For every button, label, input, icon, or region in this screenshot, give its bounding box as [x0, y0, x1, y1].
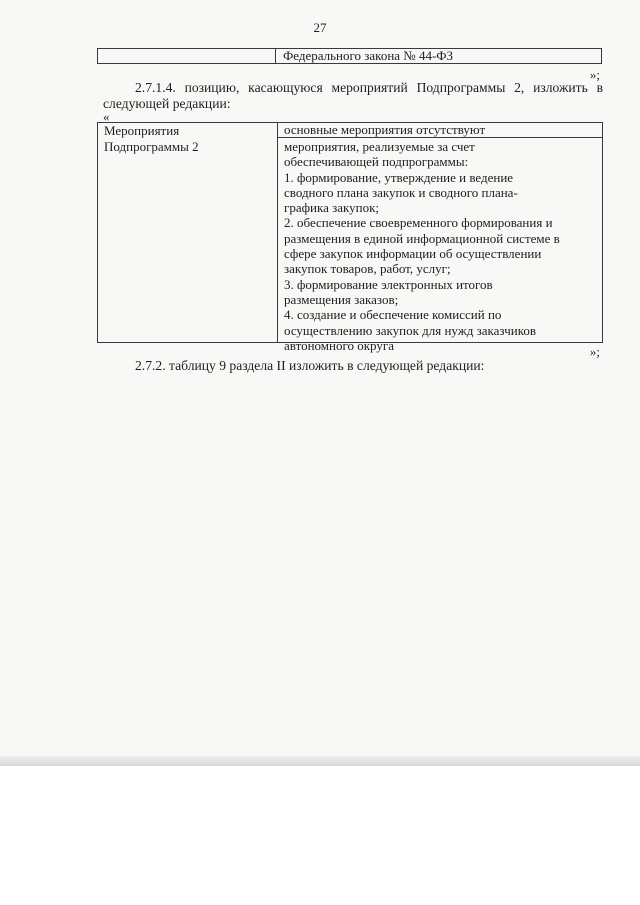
body-line: закупок товаров, работ, услуг; — [284, 261, 451, 277]
body-line: мероприятия, реализуемые за счет — [284, 139, 475, 154]
closing-quote-2: »; — [589, 344, 600, 359]
body-line: 4. создание и обеспечение комиссий по — [284, 307, 502, 323]
paragraph-2-7-2: 2.7.2. таблицу 9 раздела II изложить в следующей редакции: — [135, 358, 485, 373]
table-column-divider — [277, 123, 278, 342]
activities-table — [97, 122, 603, 353]
continued-row-empty-cell — [98, 49, 276, 63]
body-line: осуществлению закупок для нужд заказчиков — [284, 322, 537, 338]
body-line: размещения заказов; — [284, 291, 399, 307]
closing-quote-1: »; — [589, 67, 600, 82]
page-number: 27 — [313, 20, 327, 35]
body-line: сводного плана закупок и сводного плана- — [284, 184, 518, 200]
scan-edge-shadow — [0, 756, 640, 766]
continued-table-row — [97, 48, 602, 64]
body-line: 2. обеспечение своевременного формирования и — [284, 215, 553, 231]
label-line: Мероприятия — [104, 123, 180, 138]
continued-row-text: Федерального закона № 44-ФЗ — [283, 48, 454, 63]
body-line: размещения в единой информационной системе в — [284, 230, 560, 246]
body-line: графика закупок; — [284, 200, 380, 216]
opening-quote: « — [103, 109, 110, 124]
table-label-cell — [104, 123, 274, 155]
table-head-cell: основные мероприятия отсутствуют — [284, 122, 486, 137]
label-line: Подпрограммы 2 — [104, 139, 199, 154]
table-body-cell — [284, 139, 600, 353]
body-line: 1. формирование, утверждение и ведение — [284, 169, 514, 185]
paragraph-2-7-1-4: 2.7.1.4. позицию, касающуюся мероприятий Подпрограммы 2, изложить в следующей редакции: — [103, 80, 603, 111]
body-line: автономного округа — [284, 337, 394, 353]
body-line: обеспечивающей подпрограммы: — [284, 154, 469, 170]
body-line: сфере закупок информации об осуществлении — [284, 246, 542, 262]
body-line: 3. формирование электронных итогов — [284, 276, 493, 292]
